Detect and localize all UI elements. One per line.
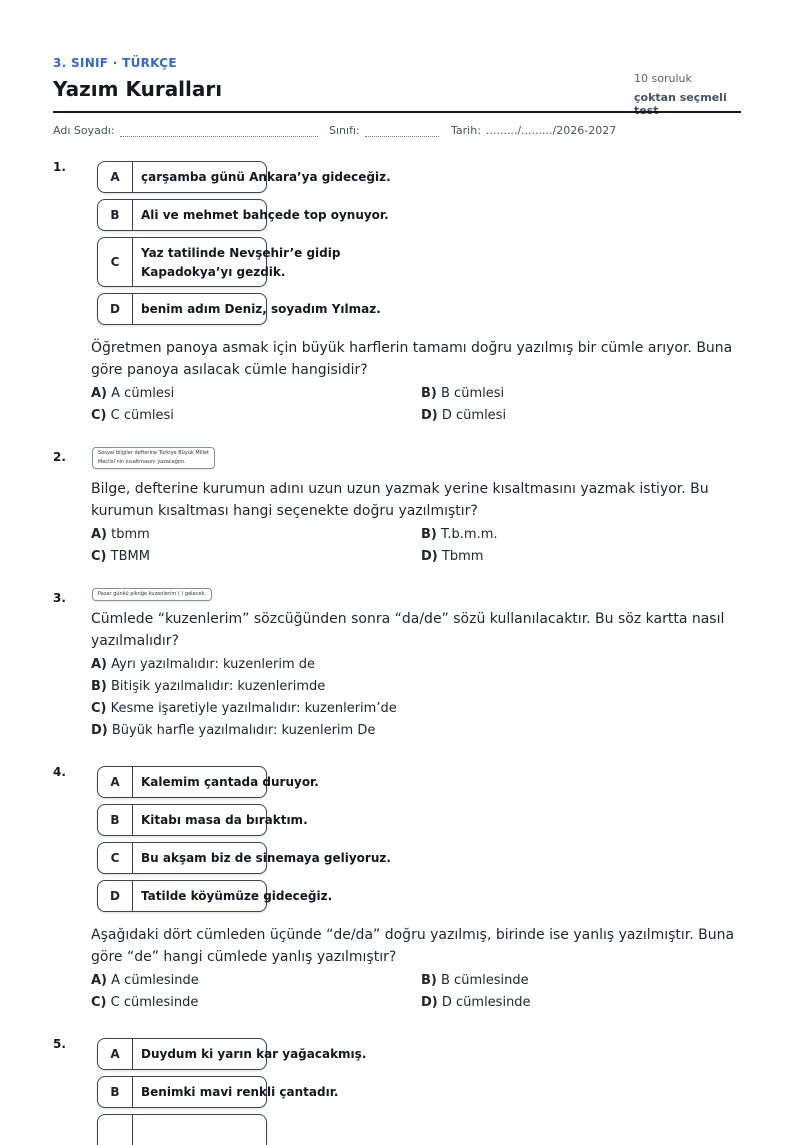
card-letter: B [98,1077,133,1107]
question-2-number: 2. [53,450,66,464]
card-text: Benimki mavi renkli çantadır. [141,1084,339,1099]
option-key: A) [91,386,108,401]
q4-card-d [97,880,333,912]
question-1-stem: Öğretmen panoya asmak için büyük harflerin tamamı doğru yazılmış bir cümle arıyor. Buna göre panoya asılacak cümle hangisidir? [91,340,733,378]
q1-card-c [97,237,341,287]
q4-option-b[interactable] [421,973,529,988]
q4-option-d[interactable] [421,995,531,1010]
q1-option-a[interactable] [91,386,174,401]
q2-info-card [92,447,215,469]
card-letter: D [98,881,133,911]
option-text: tbmm [111,527,150,542]
card-letter: C [98,843,133,873]
grade-label: 3. SINIF · TÜRKÇE [53,56,177,70]
q5-card-b [97,1076,339,1108]
option-text: Kesme işaretiyle yazılmalıdır: kuzenlerim’de [110,701,397,716]
option-key: B) [421,973,437,988]
option-text: C cümlesinde [110,995,199,1010]
card-letter: A [98,767,133,797]
name-field[interactable] [53,124,318,137]
class-field[interactable] [329,124,439,137]
q3-option-a[interactable] [91,657,315,672]
option-key: C) [91,549,107,564]
q2-option-c[interactable] [91,549,150,564]
header-divider [53,111,741,113]
option-text: A cümlesi [111,386,175,401]
question-3-number: 3. [53,591,66,605]
option-key: C) [91,995,107,1010]
option-key: B) [421,527,437,542]
class-label: Sınıfı: [329,124,360,137]
option-text: D cümlesinde [441,995,531,1010]
option-key: D) [91,723,108,738]
option-text: B cümlesinde [441,973,529,988]
card-text: benim adım Deniz, soyadım Yılmaz. [141,301,381,316]
card-text-line-2: Kapadokya’yı gezdik. [141,265,286,279]
name-line [120,127,318,137]
card-letter [98,1115,133,1145]
q2-option-b[interactable] [421,527,498,542]
option-text: T.b.m.m. [441,527,498,542]
option-text: B cümlesi [441,386,505,401]
q4-card-b [97,804,308,836]
card-text: Kitabı masa da bıraktım. [141,812,308,827]
q4-option-c[interactable] [91,995,198,1010]
option-text: C cümlesi [110,408,174,423]
card-letter: B [98,805,133,835]
card-letter: B [98,200,133,230]
card-letter: C [98,238,133,286]
q1-option-b[interactable] [421,386,504,401]
q2-option-a[interactable] [91,527,150,542]
page-title: Yazım Kuralları [53,77,223,101]
card-text: Pazar günkü piknğe kuzenlerim ( ) gelecek. [98,591,206,597]
question-5-number: 5. [53,1037,66,1051]
question-4-number: 4. [53,765,66,779]
option-text: A cümlesinde [111,973,199,988]
name-label: Adı Soyadı: [53,124,115,137]
card-text [141,244,340,282]
option-text: Büyük harfle yazılmalıdır: kuzenlerim De [111,723,376,738]
card-text: çarşamba günü Ankara’ya gideceğiz. [141,169,391,184]
q5-card-c-partial [97,1114,267,1145]
q4-card-a [97,766,319,798]
date-label: Tarih: [451,124,481,137]
card-text: Duydum ki yarın kar yağacakmış. [141,1046,367,1061]
card-text: Ali ve mehmet bahçede top oynuyor. [141,207,389,222]
option-key: D) [421,408,438,423]
card-text: Kalemim çantada duruyor. [141,774,319,789]
option-key: D) [421,995,438,1010]
q3-option-c[interactable] [91,701,397,716]
date-value: ........./........./2026-2027 [485,124,617,137]
card-letter: D [98,294,133,324]
date-field[interactable] [451,124,616,137]
q4-option-a[interactable] [91,973,199,988]
option-text: TBMM [110,549,150,564]
option-key: C) [91,408,107,423]
question-1-number: 1. [53,160,66,174]
q3-option-b[interactable] [91,679,325,694]
q3-option-d[interactable] [91,723,375,738]
question-2-stem: Bilge, defterine kurumun adını uzun uzun yazmak yerine kısaltmasını yazmak istiyor. Bu kurumun kısaltması hangi seçenekte doğru yazılmıştır? [91,481,709,519]
q1-option-c[interactable] [91,408,174,423]
card-letter: A [98,162,133,192]
question-3-stem: Cümlede “kuzenlerim” sözcüğünden sonra “da/de” sözü kullanılacaktır. Bu söz kartta nasıl yazılmalıdır? [91,611,725,649]
q1-card-d [97,293,381,325]
q1-option-d[interactable] [421,408,506,423]
q5-card-a [97,1038,367,1070]
option-key: A) [91,973,108,988]
option-text: Tbmm [441,549,484,564]
q2-option-d[interactable] [421,549,483,564]
option-text: Bitişik yazılmalıdır: kuzenlerimde [111,679,326,694]
option-key: D) [421,549,438,564]
option-text: Ayrı yazılmalıdır: kuzenlerim de [111,657,316,672]
card-text-line-1: Sosyal bilgiler defterine Türkiye Büyük Millet [98,450,209,456]
option-key: B) [421,386,437,401]
q1-card-a [97,161,391,193]
question-count: 10 soruluk [634,72,692,85]
question-4-stem: Aşağıdaki dört cümleden üçünde “de/da” doğru yazılmış, birinde ise yanlış yazılmıştır. Buna göre “de” hangi cümlede yanlış yazılmıştır? [91,927,735,965]
card-text: Tatilde köyümüze gideceğiz. [141,888,333,903]
option-text: D cümlesi [441,408,507,423]
card-text: Bu akşam biz de sinemaya geliyoruz. [141,850,391,865]
test-type: çoktan seçmeli [634,91,727,104]
option-key: C) [91,701,107,716]
option-key: A) [91,657,108,672]
q3-info-card [92,588,212,601]
q1-card-b [97,199,389,231]
option-key: A) [91,527,108,542]
q4-card-c [97,842,391,874]
card-text-line-2: Meclisi’nin kısaltmasını yazacağım. [98,459,186,465]
card-letter: A [98,1039,133,1069]
card-text-line-1: Yaz tatilinde Nevşehir’e gidip [141,246,341,260]
class-line [365,127,439,137]
option-key: B) [91,679,107,694]
